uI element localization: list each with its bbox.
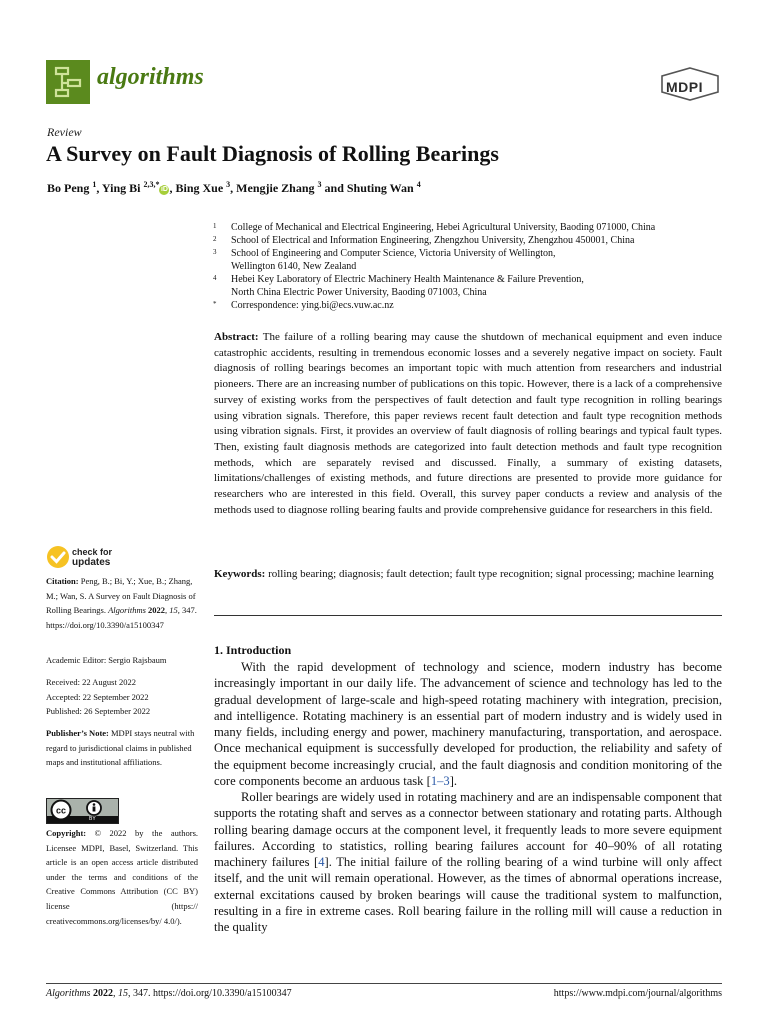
publisher-name: MDPI	[666, 79, 703, 95]
dates-block	[46, 675, 198, 719]
correspondence-email[interactable]: Correspondence: ying.bi@ecs.vuw.ac.nz	[231, 300, 394, 311]
keywords-label: Keywords:	[214, 568, 266, 580]
affiliation-item	[213, 234, 733, 247]
citation-label: Citation:	[46, 576, 79, 586]
affiliation-item	[213, 247, 733, 273]
affiliation-number: *	[213, 300, 217, 308]
citation-link[interactable]: 4	[318, 855, 325, 869]
citation-volume: 15	[169, 605, 178, 616]
keywords	[214, 567, 722, 583]
affiliation-text-cont: North China Electric Power University, Baoding 071003, China	[231, 287, 487, 298]
author-affil-sup: 2,3,*	[143, 180, 160, 189]
paragraph-text: With the rapid development of technology and science, modern industry has become increasingly important in our daily life. The advancement of science and technology has led to the gradual development of large-scale and high-speed rotating machinery with integration, precision, and intelligence. Rotating machinery is an essential part of modern industry and is widely used in many fields, including energy and power, machinery manufacturing, transportation, and aerospace. Once mechanical equipment is successfully developed for production, the reliability and safety of the equipment become increasingly crucial, and the fault diagnosis and condition monitoring of the core components become an arduous task [	[214, 660, 722, 788]
footer-doi[interactable]: , 347. https://doi.org/10.3390/a15100347	[127, 988, 292, 999]
footer-year: 2022	[92, 988, 113, 999]
creative-commons-icon	[47, 799, 118, 823]
journal-logo	[46, 60, 90, 104]
author-name[interactable]: Ying Bi	[101, 181, 141, 195]
abstract-text: The failure of a rolling bearing may cause the shutdown of mechanical equipment and even induce catastrophic accidents, resulting in tremendous economic losses and a severely negative impact on society. Fault diagnosis of rolling bearings becomes an important topic with much attention from researchers and industrial pioneers. There are an increasing number of publications on this topic. However, there is a lack of a comprehensive survey of existing works from the perspectives of fault detection and fault type recognition in rolling bearings using vibration signals. Therefore, this paper reviews recent fault detection and fault type recognition methods using vibration signals. First, it provides an overview of fault diagnosis of rolling bearings and typical fault types. Then, existing fault diagnosis methods are categorized into fault detection methods and fault type recognition methods, which are separately revised and discussed. Finally, a summary of existing datasets, limitations/challenges of existing methods, and future directions are presented to provide more guidance for researchers who are interested in this field. Overall, this survey paper conducts a review and analysis of the methods used to diagnose rolling bearing faults and provide comprehensive guidance for researchers in this field.	[214, 331, 722, 516]
affiliation-list	[213, 221, 733, 312]
affiliation-item	[213, 273, 733, 299]
affiliation-number: 2	[213, 235, 217, 243]
affiliation-text-block	[231, 247, 733, 273]
paragraph	[214, 789, 722, 935]
affiliation-text: Hebei Key Laboratory of Electric Machinery Health Maintenance & Failure Prevention,	[231, 274, 584, 285]
affiliation-number: 1	[213, 222, 217, 230]
check-badge-icon	[46, 545, 70, 569]
author-name[interactable]: Mengjie Zhang	[236, 181, 315, 195]
footer-journal-url[interactable]: https://www.mdpi.com/journal/algorithms	[553, 988, 722, 999]
affiliation-item	[213, 221, 733, 234]
check-for-updates-icon[interactable]	[46, 545, 70, 569]
check-text-line2: updates	[72, 557, 111, 568]
affiliation-text: School of Engineering and Computer Science, Victoria University of Wellington,	[231, 248, 556, 259]
paragraph-text: Roller bearings are widely used in rotating machinery and are an indispensable component that supports the rotating shaft and serves as a connector between stationary and rotating parts. Although rolling bearing damage occurs at the component level, it frequently leads to more severe equipment failures. According to statistics, rolling bearing failures account for 40–90% of all rotating machinery failures [	[214, 790, 722, 869]
article-title: A Survey on Fault Diagnosis of Rolling Bearings	[46, 141, 499, 166]
received-date: Received: 22 August 2022	[46, 677, 136, 687]
section-divider	[214, 615, 722, 616]
citation-block: Citation: Peng, B.; Bi, Y.; Xue, B.; Zhang, M.; Wan, S. A Survey on Fault Diagnosis of Rolling Bearings. Algorithms 2022, 15, 347. https://doi.org/10.3390/a15100347	[46, 576, 197, 630]
check-text-line1: check for	[72, 547, 113, 557]
copyright-text: © 2022 by the authors. Licensee MDPI, Basel, Switzerland. This article is an open access article distributed under the terms and conditions of the Creative Commons Attribution (CC BY) license (https:// creativecommons.org/licenses/by/ 4.0/).	[46, 828, 199, 926]
paragraph-text: ]. The initial failure of the rolling bearing of a wind turbine will only affect itself, and the unit will remain operational. However, as the times of abnormal operations increase, external excitations caused by broken bearings will cause the traditional system to malfunction, resulting in a fire in extreme cases. Roll bearing failure in the rolling mill will cause a reduction in the quality	[214, 855, 722, 934]
algorithms-logo-icon	[46, 60, 90, 104]
affiliation-text: School of Electrical and Information Engineering, Zhengzhou University, Zhengzhou 450001, China	[231, 235, 635, 246]
footer-journal: Algorithms	[46, 988, 91, 999]
cc-by-license-badge[interactable]	[46, 798, 119, 824]
academic-editor: Academic Editor: Sergio Rajsbaum	[46, 655, 167, 665]
published-date: Published: 26 September 2022	[46, 706, 151, 717]
affiliation-text-cont: Wellington 6140, New Zealand	[231, 261, 357, 272]
author-name[interactable]: Bing Xue	[175, 181, 224, 195]
correspondence-item	[213, 299, 733, 312]
affiliation-text-block	[231, 273, 733, 299]
publisher-note-text: MDPI stays neutral with regard to jurisdictional claims in published maps and institutional affiliations.	[46, 728, 195, 768]
publisher-note-label: Publisher’s Note:	[46, 728, 109, 738]
svg-text:cc: cc	[55, 805, 67, 816]
article-type: Review	[47, 125, 82, 139]
abstract	[214, 330, 722, 518]
author-affil-sup: 4	[416, 180, 421, 189]
paragraph	[214, 659, 722, 789]
affiliation-text: College of Mechanical and Electrical Engineering, Hebei Agricultural University, Baoding 071000, China	[231, 222, 656, 233]
copyright-label: Copyright:	[46, 828, 87, 838]
citation-doi[interactable]: , 347. https://doi.org/10.3390/a15100347	[46, 605, 197, 630]
body-text	[214, 659, 722, 935]
paragraph-text: ].	[449, 773, 458, 788]
author-name[interactable]: Shuting Wan	[346, 181, 414, 195]
citation-text: Peng, B.; Bi, Y.; Xue, B.; Zhang, M.; Wan, S. A Survey on Fault Diagnosis of Rolling Bearings.	[46, 576, 196, 616]
affiliation-number: 3	[213, 248, 217, 256]
accepted-date: Accepted: 22 September 2022	[46, 691, 149, 702]
keywords-text: rolling bearing; diagnosis; fault detection; fault type recognition; signal processing; machine learning	[268, 568, 714, 580]
author-affil-sup: 3	[226, 180, 231, 189]
author-list: Bo Peng $^1$, Ying Bi $^{2,3,*}$iD , Bing Xue $^3$, Mengjie Zhang $^3$ and Shuting Wan $^4$	[47, 180, 421, 195]
citation-year: 2022	[148, 605, 166, 616]
abstract-label: Abstract:	[214, 331, 259, 343]
check-for-updates-label[interactable]	[72, 548, 112, 568]
affiliation-number: 4	[213, 274, 217, 282]
cc-by-label: BY	[89, 816, 96, 822]
author-name[interactable]: Bo Peng	[47, 181, 90, 195]
footer-citation: Algorithms 2022, 15, 347. https://doi.org/10.3390/a15100347	[46, 988, 292, 999]
citation-link[interactable]: 1–3	[430, 773, 450, 788]
section-heading: 1. Introduction	[214, 643, 292, 657]
copyright-block	[46, 826, 198, 928]
citation-journal: Algorithms	[108, 605, 146, 616]
publisher-note	[46, 726, 198, 770]
author-affil-sup: 1	[92, 180, 97, 189]
orcid-icon[interactable]: iD	[160, 186, 168, 193]
footer-divider	[46, 983, 722, 984]
journal-name: algorithms	[97, 64, 204, 90]
footer-volume: 15	[117, 988, 128, 999]
author-affil-sup: 3	[317, 180, 322, 189]
